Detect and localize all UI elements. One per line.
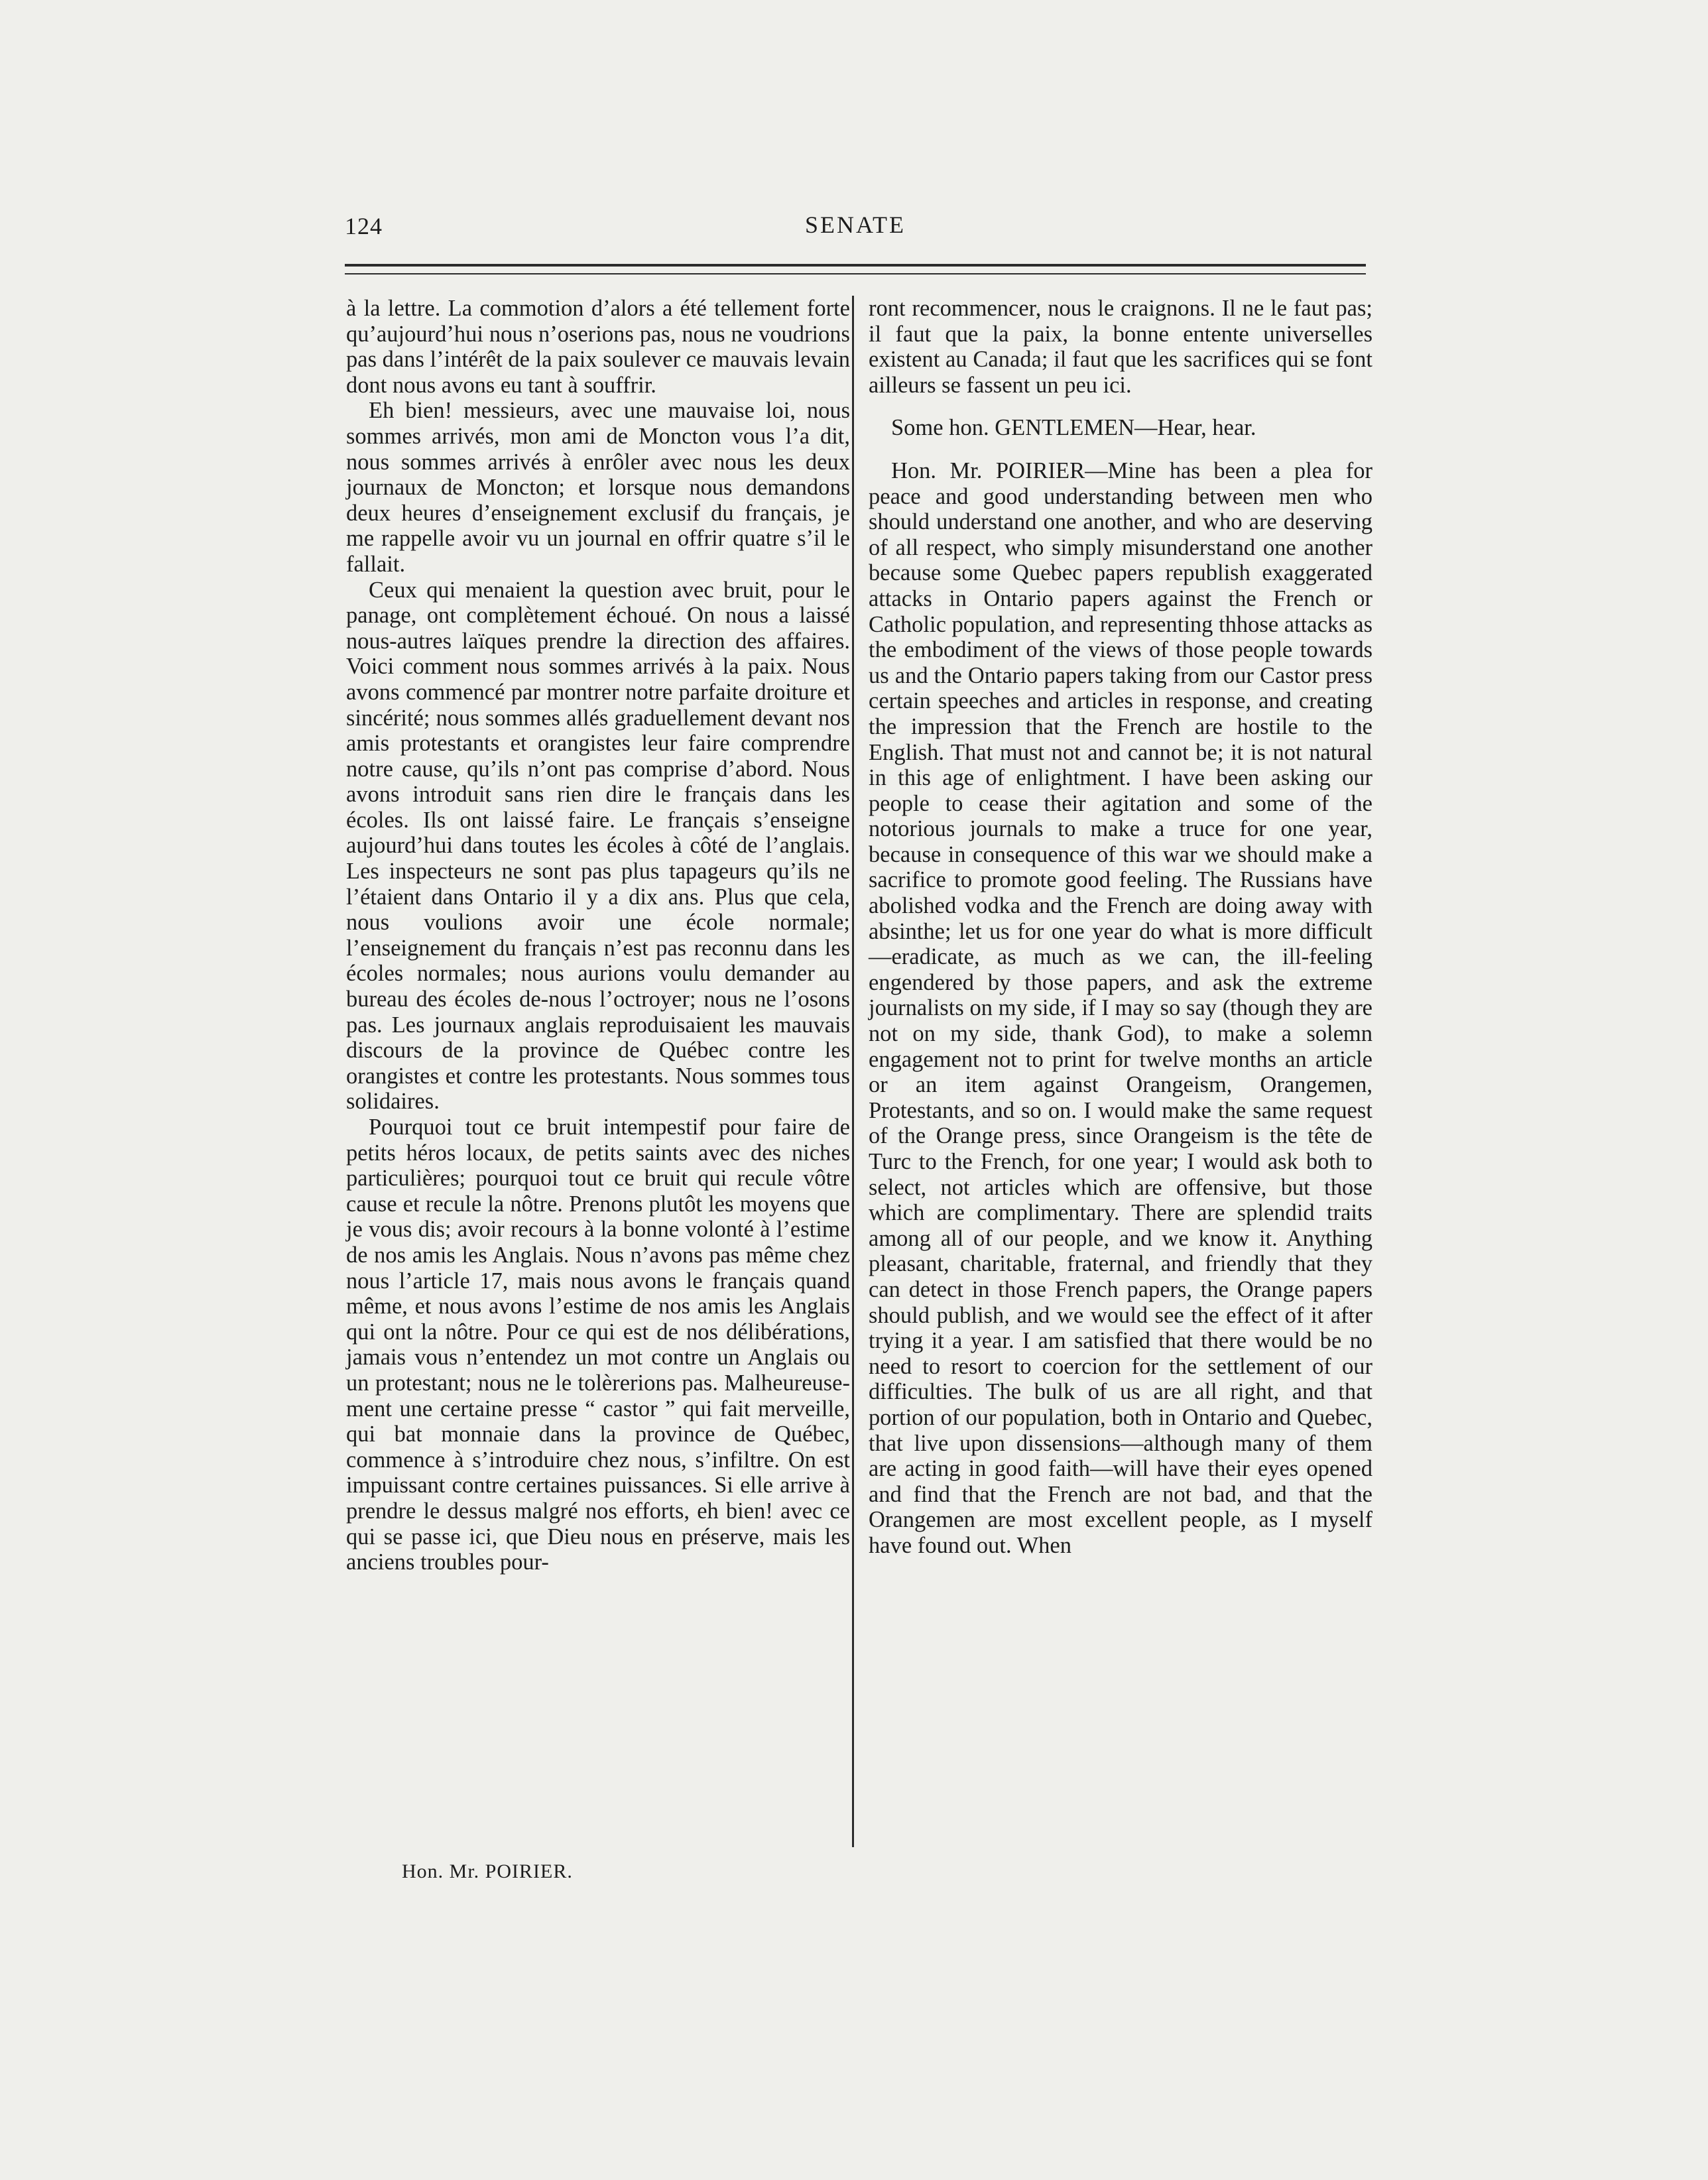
header-rule xyxy=(345,264,1366,267)
page-number: 124 xyxy=(345,213,383,239)
paragraph: Eh bien! messieurs, avec une mauvaise loi, nous sommes arrivés, mon ami de Moncton vous l’a dit, nous sommes arrivés à enrôler avec nous les deux journaux de Moncton; et lorsque nous demandons deux heures d’enseignement exclusif du français, je me rappelle avoir vu un journal en offrir quatre s’il le fallait. xyxy=(346,398,850,577)
speaker-footer: Hon. Mr. POIRIER. xyxy=(402,1860,573,1882)
running-title: SENATE xyxy=(805,212,906,238)
header-rule-thin xyxy=(345,273,1366,274)
paragraph: ront recommencer, nous le craignons. Il ne le faut pas; il faut que la paix, la bonne entente universelles existent au Canada; il faut que les sacrifices qui se font ailleurs se fassent un peu ici. xyxy=(869,296,1372,398)
paragraph: Ceux qui menaient la question avec bruit, pour le panage, ont complètement échoué. On nous a laissé nous-autres laïques prendre la direction des affaires. Voici comment nous sommes arrivés à la paix. Nous avons commencé par montrer notre parfaite droiture et sincérité; nous sommes allés graduellement devant nos amis protestants et orangistes leur faire comprendre notre cause, qu’ils n’ont pas comprise d’abord. Nous avons introduit sans rien dire le français dans les écoles. Ils ont laissé faire. Le français s’enseigne aujourd’hui dans toutes les écoles à côté de l’anglais. Les inspecteurs ne sont pas plus tapageurs qu’ils ne l’étaient dans Ontario il y a dix ans. Plus que cela, nous voulions avoir une école normale; l’enseignement du français n’est pas reconnu dans les écoles normales; nous aurions voulu demander au bureau des écoles de-nous l’octroyer; nous ne l’osons pas. Les journaux anglais reproduisaient les mauvais discours de la province de Québec contre les orangistes et contre les protestants. Nous sommes tous solidaires. xyxy=(346,577,850,1115)
paragraph: Pourquoi tout ce bruit intempestif pour faire de petits héros locaux, de petits saints avec des niches particulières; pourquoi tout ce bruit qui recule vôtre cause et recule la nôtre. Prenons plutôt les moyens que je vous dis; avoir recours à la bonne volonté à l’estime de nos amis les Anglais. Nous n’avons pas même chez nous l’article 17, mais nous avons le français quand même, et nous avons l’estime de nos amis les Anglais qui ont la nôtre. Pour ce qui est de nos délibérations, jamais vous n’entendez un mot contre un Anglais ou un protestant; nous ne le tolèrerions pas. Malheureusement une certaine presse “ castor ” qui fait merveille, qui bat monnaie dans la province de Québec, commence à s’introduire chez nous, s’infiltre. On est impuissant contre certaines puissances. Si elle arrive à prendre le dessus malgré nos efforts, eh bien! avec ce qui se passe ici, que Dieu nous en préserve, mais les anciens troubles pour- xyxy=(346,1115,850,1575)
left-column xyxy=(346,296,850,1575)
interjection: Some hon. GENTLEMEN—Hear, hear. xyxy=(891,415,1256,441)
paragraph: Hon. Mr. POIRIER—Mine has been a plea for peace and good understanding between men who should understand one another, and who are deserving of all respect, who simply misunderstand one another because some Quebec papers republish exaggerated attacks in Ontario papers against the French or Catholic population, and representing thhose attacks as the embodiment of the views of those people towards us and the Ontario papers taking from our Castor press certain speeches and articles in response, and creating the impression that the French are hostile to the English. That must not and cannot be; it is not natural in this age of enlightment. I have been asking our people to cease their agitation and some of the notorious journals to make a truce for one year, because in consequence of this war we should make a sacrifice to promote good feeling. The Russians have abolished vodka and the French are doing away with absinthe; let us for one year do what is more difficult—eradicate, as much as we can, the ill-feeling engendered by those papers, and ask the extreme journalists on my side, if I may so say (though they are not on my side, thank God), to make a solemn engagement not to print for twelve months an article or an item against Orangeism, Orangemen, Protestants, and so on. I would make the same request of the Orange press, since Orangeism is the tête de Turc to the French, for one year; I would ask both to select, not articles which are offensive, but those which are complimentary. There are splendid traits among all of our people, and we know it. Anything pleasant, charitable, fraternal, and friendly that they can detect in those French papers, the Orange papers should publish, and we would see the effect of it after trying it a year. I am satisfied that there would be no need to resort to coercion for the settlement of our difficulties. The bulk of us are all right, and that portion of our population, both in Ontario and Quebec, that live upon dissensions—although many of them are acting in good faith—will have their eyes opened and find that the French are not bad, and that the Orangemen are most excellent people, as I myself have found out. When xyxy=(869,457,1372,1558)
right-column xyxy=(869,296,1372,1559)
paragraph: à la lettre. La commotion d’alors a été tellement forte qu’aujourd’hui nous n’oserions pas, nous ne voudrions pas dans l’intérêt de la paix soulever ce mauvais levain dont nous avons eu tant à souffrir. xyxy=(346,296,850,398)
column-divider xyxy=(852,296,854,1847)
page-header xyxy=(345,207,1366,247)
